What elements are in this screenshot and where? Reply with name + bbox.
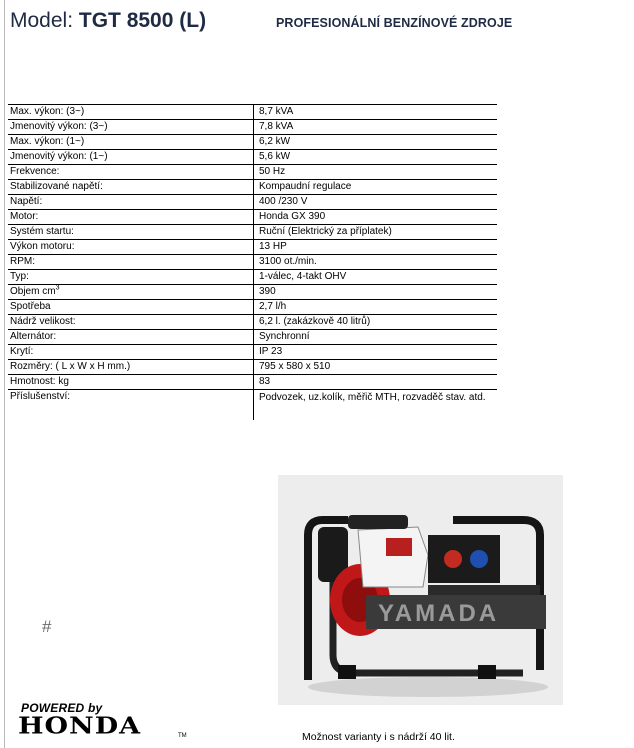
spec-label: Nádrž velikost: <box>8 315 254 330</box>
spec-value: 400 /230 V <box>254 195 498 210</box>
spec-value: 5,6 kW <box>254 150 498 165</box>
spec-label: Alternátor: <box>8 330 254 345</box>
spec-label: Spotřeba <box>8 300 254 315</box>
spec-value: 50 Hz <box>254 165 498 180</box>
spec-row <box>8 180 497 195</box>
spec-value: Honda GX 390 <box>254 210 498 225</box>
spec-row <box>8 300 497 315</box>
spec-label: Max. výkon: (1~) <box>8 135 254 150</box>
spec-value: Podvozek, uz.kolík, měřič MTH, rozvaděč stav. atd. <box>259 392 486 403</box>
spec-label: Rozměry: ( L x W x H mm.) <box>8 360 254 375</box>
spec-value: 390 <box>254 285 498 300</box>
spec-row <box>8 360 497 375</box>
spec-label: Max. výkon: (3~) <box>8 105 254 120</box>
powered-by-text: POWERED by <box>21 701 103 715</box>
spec-row <box>8 285 497 300</box>
spec-label: Příslušenství: <box>8 390 254 421</box>
spec-value: 8,7 kVA <box>254 105 498 120</box>
spec-row <box>8 195 497 210</box>
spec-row <box>8 150 497 165</box>
spec-row <box>8 240 497 255</box>
honda-logo: HONDA <box>18 713 142 740</box>
spec-label: Hmotnost: kg <box>8 375 254 390</box>
model-name: TGT 8500 (L) <box>78 9 207 32</box>
spec-row <box>8 315 497 330</box>
spec-value: 6,2 kW <box>254 135 498 150</box>
spec-value: Ruční (Elektrický za příplatek) <box>254 225 498 240</box>
spec-row <box>8 255 497 270</box>
spec-value: 6,2 l. (zakázkově 40 litrů) <box>254 315 498 330</box>
model-title <box>10 9 206 33</box>
spec-label: Výkon motoru: <box>8 240 254 255</box>
spec-label: Jmenovitý výkon: (3~) <box>8 120 254 135</box>
spec-value: 83 <box>254 375 498 390</box>
spec-row <box>8 210 497 225</box>
spec-row <box>8 120 497 135</box>
spec-value: 2,7 l/h <box>254 300 498 315</box>
spec-row <box>8 375 497 390</box>
spec-row <box>8 165 497 180</box>
spec-value: 13 HP <box>254 240 498 255</box>
spec-value: 7,8 kVA <box>254 120 498 135</box>
spec-row <box>8 135 497 150</box>
spec-label: Motor: <box>8 210 254 225</box>
spec-label: RPM: <box>8 255 254 270</box>
spec-row <box>8 345 497 360</box>
spec-row <box>8 105 497 120</box>
spec-row <box>8 270 497 285</box>
spec-label: Typ: <box>8 270 254 285</box>
spec-label: Systém startu: <box>8 225 254 240</box>
spec-label: Objem $cm^3$ <box>8 285 254 300</box>
spec-label: Jmenovitý výkon: (1~) <box>8 150 254 165</box>
spec-value: Kompaudní regulace <box>254 180 498 195</box>
model-prefix: Model: <box>10 9 74 32</box>
generator-photo <box>278 475 563 705</box>
photo-caption: Možnost varianty i s nádrží 40 lit. <box>302 731 455 743</box>
spec-value: IP 23 <box>254 345 498 360</box>
category-heading: PROFESIONÁLNÍ BENZÍNOVÉ ZDROJE <box>276 16 513 30</box>
yamada-logo: YAMADA <box>378 600 500 627</box>
hash-mark: # <box>42 617 52 636</box>
spec-value: Synchronní <box>254 330 498 345</box>
spec-value: 795 x 580 x 510 <box>254 360 498 375</box>
spec-label: Krytí: <box>8 345 254 360</box>
spec-value: 3100 ot./min. <box>254 255 498 270</box>
left-margin-rule <box>4 0 5 748</box>
spec-row <box>8 390 497 421</box>
spec-label: Frekvence: <box>8 165 254 180</box>
trademark-mark: TM <box>178 733 187 739</box>
spec-value: 1-válec, 4-takt OHV <box>254 270 498 285</box>
spec-row <box>8 330 497 345</box>
spec-row <box>8 225 497 240</box>
spec-label: Stabilizované napětí: <box>8 180 254 195</box>
spec-table <box>8 104 497 420</box>
superscript: 3 <box>55 284 60 292</box>
spec-label: Napětí: <box>8 195 254 210</box>
